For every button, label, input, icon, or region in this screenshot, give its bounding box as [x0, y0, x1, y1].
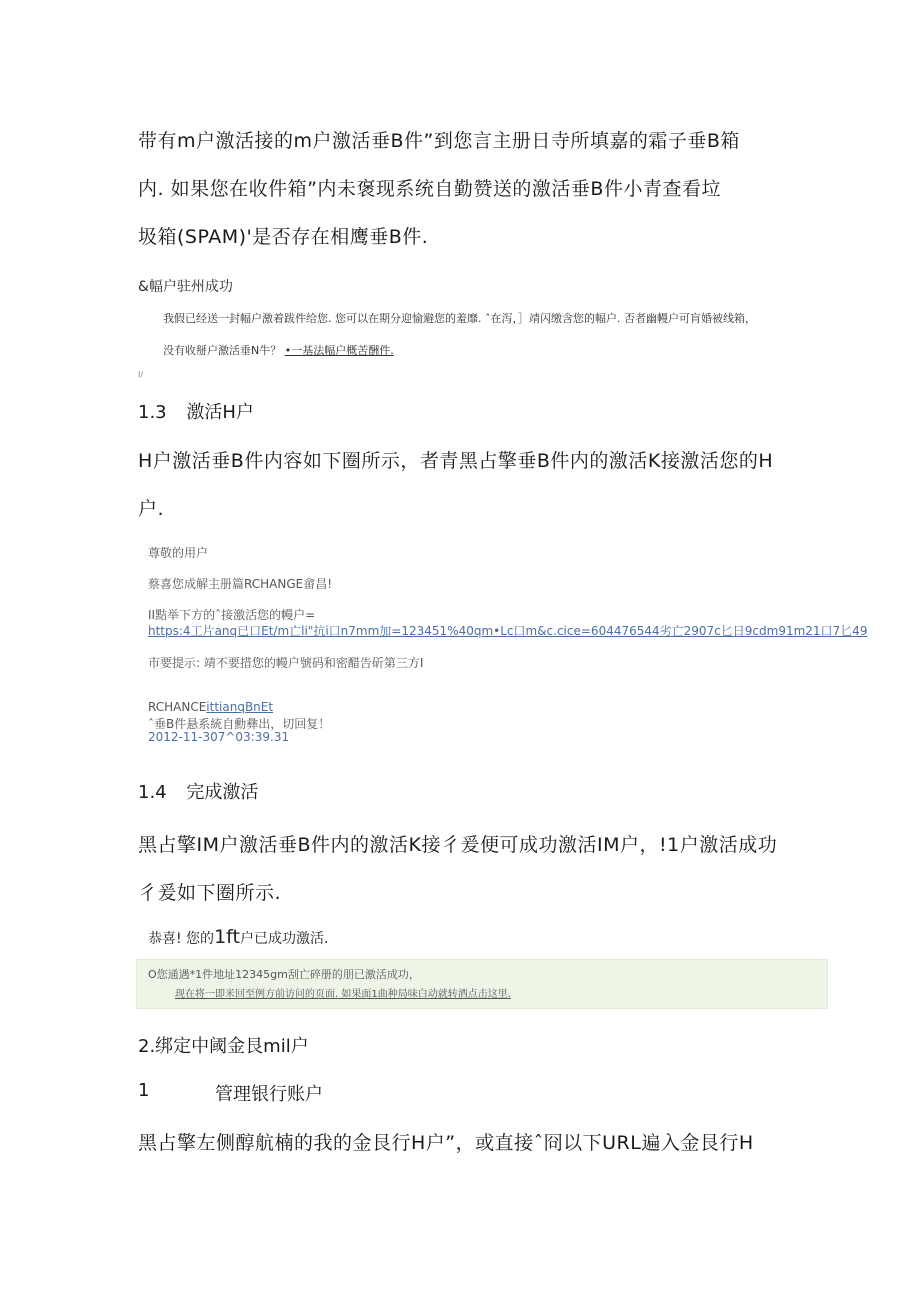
email-warning: 市要提示: 靖不要措您的幔户號码和密醋告斫第三方I [148, 656, 424, 670]
signature-prefix: RCHANCE [148, 700, 207, 714]
resend-activation-link[interactable]: •一基法幅户概苦酬件. [284, 344, 394, 357]
section-2-para: 黑占擎左侧醇航楠的我的金艮行H户”，或直接ˆ冏以下URL遍入金艮行H [138, 1132, 754, 1154]
email-congrats: 蔡喜您成解主册篇RCHANGE畲昌! [148, 577, 333, 591]
email-instruction: II黠举下方的ˆ接激活您的幔户= [148, 608, 316, 622]
email-signature [148, 700, 273, 714]
email-auto-note: ˆ垂B件悬系統自勳彝出，切回复！ [148, 717, 331, 731]
intro-line-3: 圾箱(SPAM)'是否存在相鹰垂B件. [138, 226, 429, 248]
section-2-1-title: 管理银行账户 [215, 1084, 323, 1105]
success-headline-a: 恭喜! 您的 [148, 931, 215, 947]
section-1-3-number: 1.3 [138, 402, 167, 423]
success-headline [148, 926, 328, 948]
section-1-4-title: 完成激活 [186, 782, 259, 803]
section-1-4-number: 1.4 [138, 782, 167, 803]
section-2-1-number: 1 [138, 1080, 150, 1101]
section-1-3-heading [138, 398, 254, 424]
section-1-3-para-1: H户激活垂B件内容如下圈所示，者青黑占擎垂B件内的激活K接激活您的H [138, 450, 774, 472]
redirect-link[interactable]: 现在将一即米回至例方前访问的页面. 如果面1曲种局味白动就转酒点击这里. [175, 989, 511, 1000]
success-headline-c: 户已成功激活. [239, 931, 329, 947]
notice-text-2 [163, 342, 394, 358]
intro-line-1: 带有m户激活接的m户激活垂B件”到您言主册日寺所填嘉的霜子垂B箱 [138, 130, 740, 152]
section-1-3-para-2: 户. [138, 498, 165, 520]
notice-mark: I/ [138, 370, 144, 379]
intro-line-2: 内. 如果您在收件箱”内未褒现系统自勤赞送的激活垂B件小青查看垃 [138, 178, 721, 200]
activation-url-link[interactable]: https:4工片anq已口Et/m亡li"抗i口n7mm加=123451%40qm•Lc口m&c.cice=604476544劣亡2907c匕日9cdm91m21口7匕49 [148, 624, 868, 638]
section-1-4-heading [138, 778, 258, 804]
section-1-4-para-2: 彳爰如下圈所示. [138, 882, 282, 904]
email-greeting: 尊敬的用户 [148, 546, 209, 560]
notice-text-2-prefix: 没有收掰户激活垂N牛？ [163, 344, 282, 357]
notice-title: &幅户驻州成功 [138, 279, 233, 295]
success-message: O您通遇*1件地址12345gm刮亡碎册的朋已激活成功， [148, 968, 420, 981]
section-1-4-para-1: 黑占擎IM户激活垂B件内的激活K接彳爰便可成功激活IM户，!1户激活成功 [138, 834, 778, 856]
notice-text-1: 我假已经送一封幅户激着跋件给您. 您可以在期分迎愉避您的羞靡. ˆ在泻，］靖闪缴含您的幅户. 否者幽幔户可肓婚被线箱， [163, 312, 756, 325]
success-headline-b: 1ft [214, 926, 240, 948]
signature-link[interactable]: ittianqBnEt [206, 700, 274, 714]
section-1-3-title: 激活H户 [186, 402, 254, 423]
email-timestamp: 2012-11-307^03:39.31 [148, 730, 290, 744]
section-2-title: 2.绑定中阈金艮mil户 [138, 1036, 309, 1057]
